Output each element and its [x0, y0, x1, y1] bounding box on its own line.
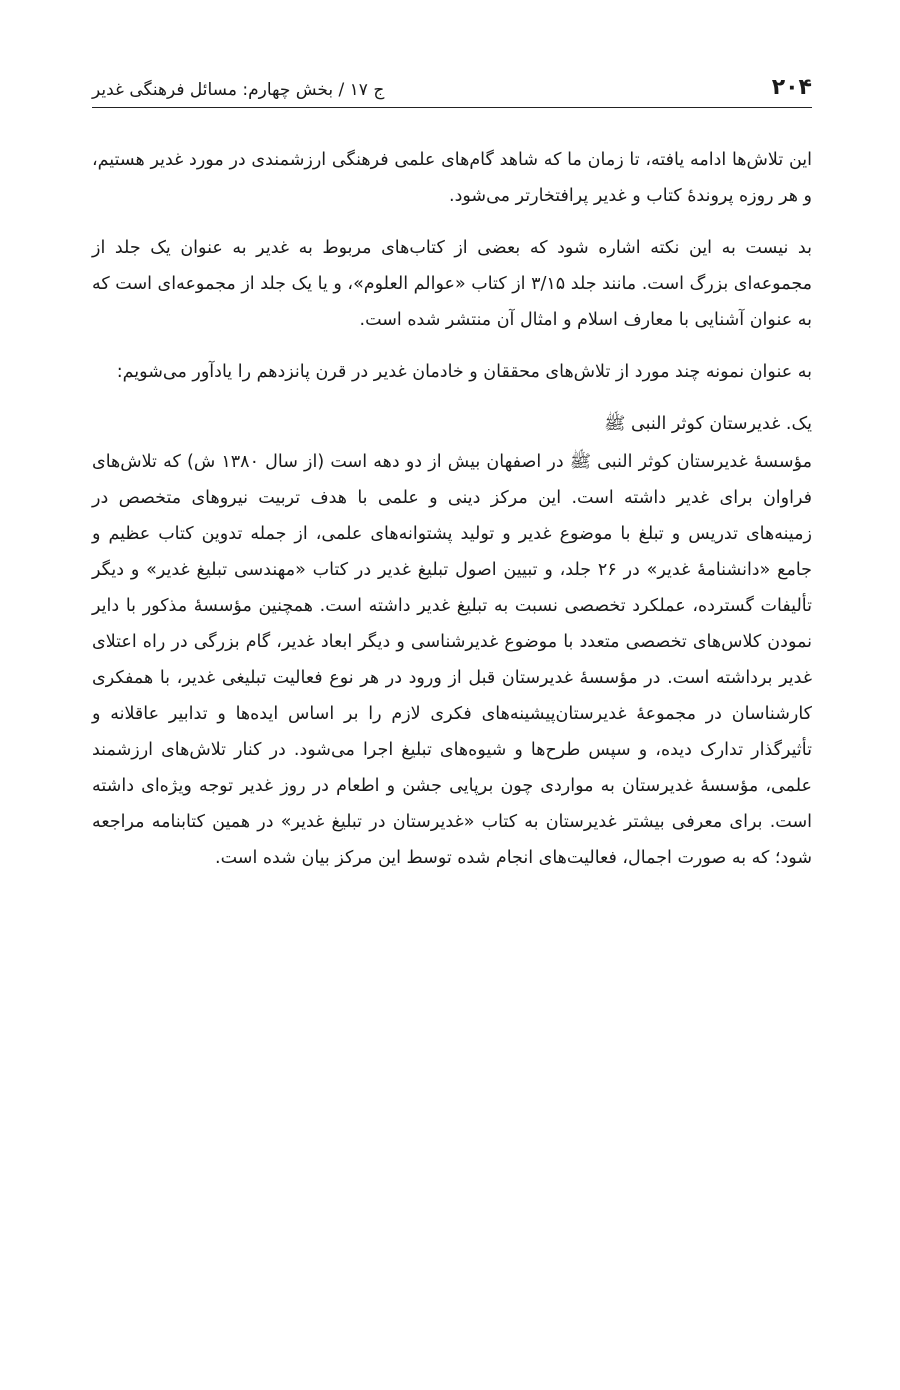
paragraph-2: بد نیست به این نکته اشاره شود که بعضی از کتاب‌های مربوط به غدیر به عنوان یک جلد از مجموعه‌ای بزرگ است. مانند جلد ۳/۱۵ از کتاب «عوالم العلوم»، و یا یک جلد از مجموعه‌ای است که به عنوان آشنایی با معارف اسلام و امثال آن منتشر شده است. — [92, 238, 812, 330]
paragraph-1: این تلاش‌ها ادامه یافته، تا زمان ما که شاهد گام‌های علمی فرهنگی ارزشمندی در مورد غدیر هستیم، و هر روزه پروندۀ کتاب و غدیر پرافتخارتر می‌شود. — [92, 150, 812, 206]
paragraph-3: به عنوان نمونه چند مورد از تلاش‌های محققان و خادمان غدیر در قرن پانزدهم را یادآور می‌شویم: — [116, 362, 812, 382]
book-page — [92, 0, 812, 1390]
section-heading: یک. غدیرستان کوثر النبی ﷺ — [604, 414, 812, 434]
page-number: ۲۰۴ — [771, 75, 812, 100]
paragraph-4: مؤسسۀ غدیرستان کوثر النبی ﷺ در اصفهان بیش از دو دهه است (از سال ۱۳۸۰ ش) که تلاش‌های فراوان برای غدیر داشته است. این مرکز دینی و علمی با هدف تربیت نیروهای متخصص در زمینه‌های تدریس و تبلغ با موضوع غدیر و تولید پشتوانه‌های علمی، از جمله تدوین کتاب عظیم و جامع «دانشنامۀ غدیر» در ۲۶ جلد، و تبیین اصول تبلیغ غدیر در کتاب «مهندسی تبلیغ غدیر» و دیگر تألیفات گسترده، عملکرد تخصصی نسبت به تبلیغ غدیر داشته است. همچنین مؤسسۀ مذکور با دایر نمودن کلاس‌های تخصصی متعدد با موضوع غدیرشناسی و دیگر ابعاد غدیر، گام بزرگی در راه اعتلای غدیر برداشته است. در مؤسسۀ غدیرستان قبل از ورود در هر نوع فعالیت تبلیغی غدیر، با همفکری کارشناسان در مجموعۀ غدیرستان‌پیشینه‌های فکری لازم را بر اساس ایده‌ها و تدابیر عاقلانه و تأثیرگذار تدارک دیده، و سپس طرح‌ها و شیوه‌های تبلیغ اجرا می‌شود. در کنار تلاش‌های ارزشمند علمی، مؤسسۀ غدیرستان به مواردی چون برپایی جشن و اطعام در روز غدیر توجه ویژه‌ای داشته است. برای معرفی بیشتر غدیرستان به کتاب «غدیرستان در تبلیغ غدیر» در همین کتابنامه مراجعه شود؛ که به صورت اجمال، فعالیت‌های انجام شده توسط این مرکز بیان شده است. — [92, 452, 812, 868]
body-text — [92, 142, 812, 878]
running-header — [92, 68, 812, 108]
header-title: ج ۱۷ / بخش چهارم: مسائل فرهنگی غدیر — [92, 80, 385, 100]
